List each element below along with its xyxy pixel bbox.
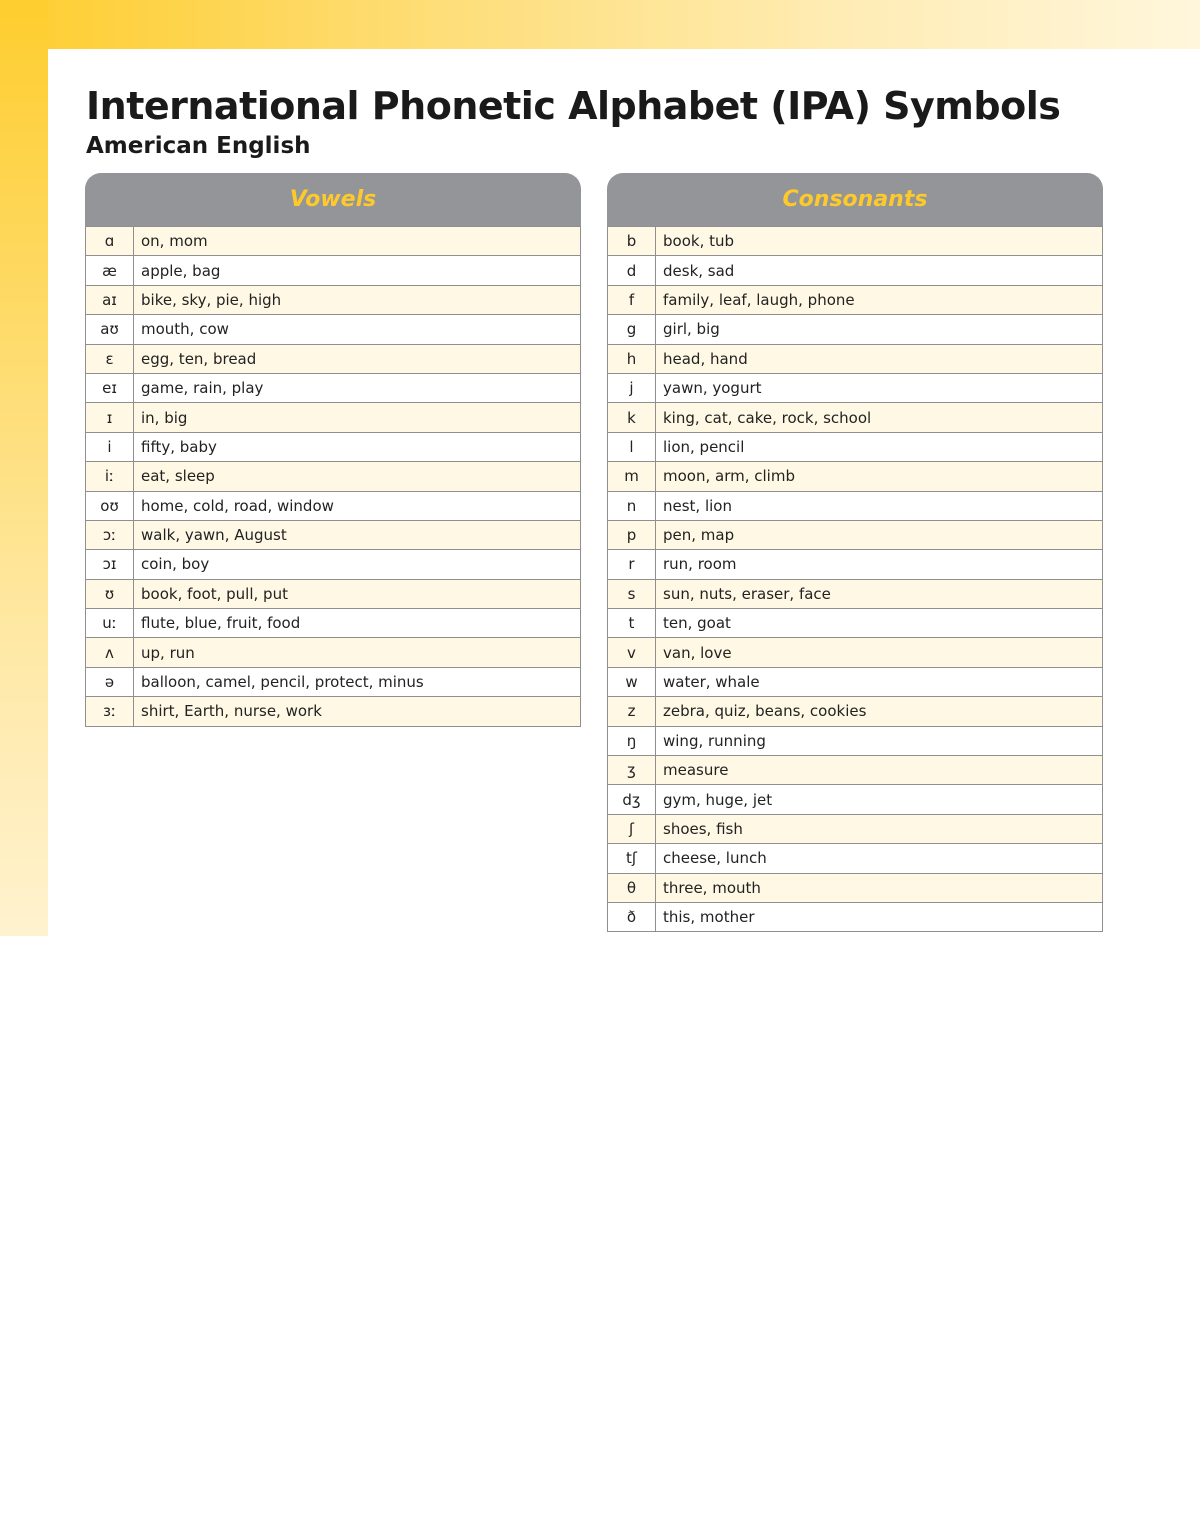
left-decorative-band	[0, 0, 48, 936]
table-row	[608, 520, 1102, 549]
table-row	[86, 667, 580, 696]
example-words: up, run	[141, 643, 195, 662]
example-words: in, big	[141, 408, 188, 427]
table-row	[86, 637, 580, 666]
ipa-symbol: æ	[86, 256, 134, 284]
table-row	[608, 549, 1102, 578]
ipa-symbol: w	[608, 668, 656, 696]
consonants-heading: Consonants	[782, 187, 928, 212]
table-row	[608, 843, 1102, 872]
example-words: flute, blue, fruit, food	[141, 614, 301, 633]
ipa-symbol: n	[608, 492, 656, 520]
ipa-symbol: ɪ	[86, 403, 134, 431]
table-row	[608, 696, 1102, 725]
example-words: van, love	[663, 643, 732, 662]
table-row	[86, 549, 580, 578]
example-words: zebra, quiz, beans, cookies	[663, 702, 867, 721]
ipa-symbol: v	[608, 638, 656, 666]
ipa-symbol: k	[608, 403, 656, 431]
table-row	[86, 608, 580, 637]
table-row	[608, 226, 1102, 255]
example-words: shirt, Earth, nurse, work	[141, 702, 322, 721]
page-title: International Phonetic Alphabet (IPA) Symbols	[86, 84, 1061, 128]
ipa-symbol: b	[608, 227, 656, 255]
example-words: family, leaf, laugh, phone	[663, 290, 855, 309]
example-words: girl, big	[663, 320, 720, 339]
ipa-symbol: h	[608, 345, 656, 373]
example-words: book, foot, pull, put	[141, 584, 288, 603]
example-words: fifty, baby	[141, 437, 217, 456]
consonants-table	[607, 173, 1103, 932]
example-words: run, room	[663, 555, 737, 574]
table-row	[86, 520, 580, 549]
table-row	[608, 402, 1102, 431]
example-words: eat, sleep	[141, 467, 215, 486]
table-row	[608, 637, 1102, 666]
table-row	[86, 491, 580, 520]
table-row	[86, 461, 580, 490]
example-words: mouth, cow	[141, 320, 229, 339]
example-words: desk, sad	[663, 261, 735, 280]
ipa-symbol: ə	[86, 668, 134, 696]
ipa-symbol: f	[608, 286, 656, 314]
table-row	[608, 579, 1102, 608]
table-row	[86, 255, 580, 284]
table-row	[608, 491, 1102, 520]
ipa-symbol: ʌ	[86, 638, 134, 666]
ipa-symbol: aɪ	[86, 286, 134, 314]
table-row	[86, 432, 580, 461]
ipa-symbol: d	[608, 256, 656, 284]
ipa-symbol: ð	[608, 903, 656, 931]
example-words: coin, boy	[141, 555, 210, 574]
table-row	[608, 726, 1102, 755]
example-words: balloon, camel, pencil, protect, minus	[141, 673, 424, 692]
table-row	[608, 608, 1102, 637]
table-row	[608, 373, 1102, 402]
ipa-symbol: s	[608, 580, 656, 608]
ipa-symbol: ɔɪ	[86, 550, 134, 578]
table-row	[86, 696, 580, 725]
example-words: cheese, lunch	[663, 849, 767, 868]
example-words: this, mother	[663, 908, 755, 927]
vowels-heading: Vowels	[289, 187, 377, 212]
example-words: nest, lion	[663, 496, 732, 515]
ipa-symbol: p	[608, 521, 656, 549]
example-words: bike, sky, pie, high	[141, 290, 282, 309]
ipa-symbol: oʊ	[86, 492, 134, 520]
vowels-rows	[85, 226, 581, 727]
example-words: pen, map	[663, 526, 735, 545]
example-words: sun, nuts, eraser, face	[663, 584, 831, 603]
table-row	[86, 402, 580, 431]
example-words: king, cat, cake, rock, school	[663, 408, 872, 427]
ipa-symbol: ʊ	[86, 580, 134, 608]
ipa-symbol: aʊ	[86, 315, 134, 343]
example-words: on, mom	[141, 232, 208, 251]
ipa-symbol: ʒ	[608, 756, 656, 784]
example-words: moon, arm, climb	[663, 467, 795, 486]
vowels-table	[85, 173, 581, 727]
vowels-table-header	[85, 173, 581, 226]
table-row	[608, 902, 1102, 931]
table-row	[608, 344, 1102, 373]
ipa-symbol: θ	[608, 874, 656, 902]
table-row	[608, 814, 1102, 843]
ipa-symbol: dʒ	[608, 785, 656, 813]
example-words: water, whale	[663, 673, 760, 692]
table-row	[608, 784, 1102, 813]
example-words: shoes, fish	[663, 820, 743, 838]
table-row	[86, 314, 580, 343]
table-row	[86, 285, 580, 314]
ipa-symbol: eɪ	[86, 374, 134, 402]
ipa-symbol: m	[608, 462, 656, 490]
ipa-symbol: r	[608, 550, 656, 578]
table-row	[86, 373, 580, 402]
ipa-symbol: ɔː	[86, 521, 134, 549]
example-words: lion, pencil	[663, 437, 745, 456]
example-words: game, rain, play	[141, 379, 264, 398]
ipa-symbol: ɑ	[86, 227, 134, 255]
example-words: wing, running	[663, 731, 766, 750]
example-words: walk, yawn, August	[141, 526, 287, 545]
table-row	[608, 461, 1102, 490]
table-row	[608, 432, 1102, 461]
table-row	[608, 667, 1102, 696]
ipa-symbol: tʃ	[608, 844, 656, 872]
example-words: yawn, yogurt	[663, 379, 762, 398]
ipa-symbol: uː	[86, 609, 134, 637]
ipa-symbol: iː	[86, 462, 134, 490]
example-words: head, hand	[663, 349, 748, 368]
table-row	[608, 873, 1102, 902]
ipa-symbol: ŋ	[608, 727, 656, 755]
top-decorative-band	[0, 0, 1200, 49]
table-row	[608, 755, 1102, 784]
example-words: measure	[663, 761, 729, 780]
ipa-symbol: ɜː	[86, 697, 134, 725]
ipa-symbol: i	[86, 433, 134, 461]
page-subtitle: American English	[86, 133, 311, 159]
table-row	[608, 285, 1102, 314]
ipa-symbol: j	[608, 374, 656, 402]
consonants-table-header	[607, 173, 1103, 226]
ipa-symbol: t	[608, 609, 656, 637]
table-row	[608, 255, 1102, 284]
ipa-symbol: l	[608, 433, 656, 461]
table-row	[86, 226, 580, 255]
ipa-symbol: ʃ	[608, 815, 656, 843]
ipa-symbol: g	[608, 315, 656, 343]
example-words: home, cold, road, window	[141, 496, 334, 515]
example-words: apple, bag	[141, 261, 221, 280]
example-words: gym, huge, jet	[663, 790, 773, 809]
table-row	[86, 344, 580, 373]
table-row	[86, 579, 580, 608]
table-row	[608, 314, 1102, 343]
example-words: book, tub	[663, 232, 735, 251]
example-words: ten, goat	[663, 614, 731, 633]
example-words: three, mouth	[663, 878, 761, 897]
ipa-symbol: z	[608, 697, 656, 725]
consonants-rows	[607, 226, 1103, 932]
ipa-symbol: ɛ	[86, 345, 134, 373]
example-words: egg, ten, bread	[141, 349, 257, 368]
